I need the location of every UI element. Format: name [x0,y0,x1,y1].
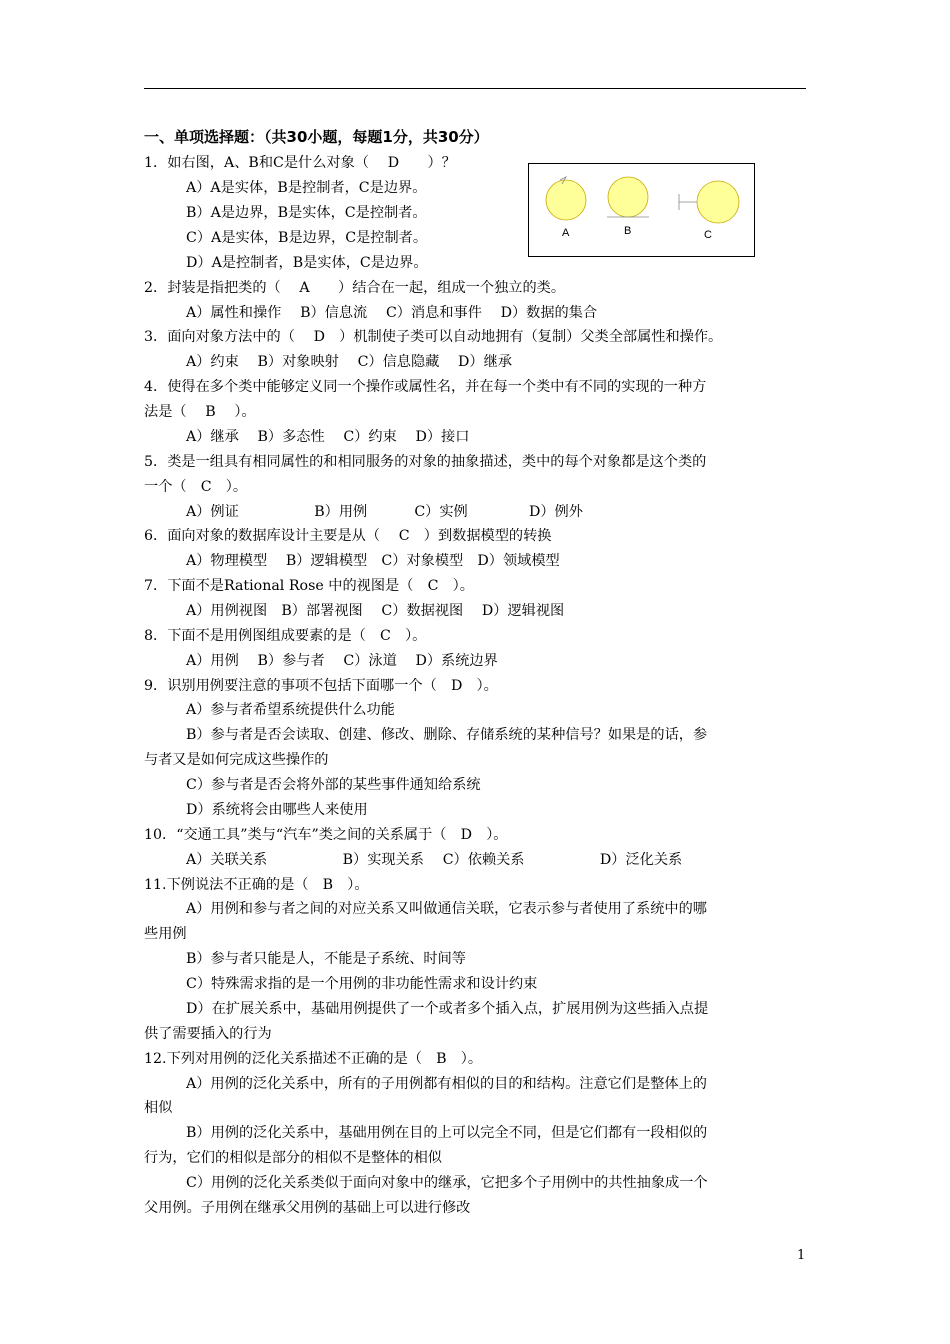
q12-option-a: A）用例的泛化关系中，所有的子用例都有相似的目的和结构。注意它们是整体上的 [186,1076,707,1092]
q11-option-b: B）参与者只能是人，不能是子系统、时间等 [186,951,466,967]
q12-option-b-cont: 行为，它们的相似是部分的相似不是整体的相似 [144,1150,442,1166]
q12-option-b: B）用例的泛化关系中，基础用例在目的上可以完全不同，但是它们都有一段相似的 [186,1125,708,1141]
question-3: 3．面向对象方法中的（ D ）机制使子类可以自动地拥有（复制）父类全部属性和操作。 [144,329,723,345]
q9-option-d: D）系统将会由哪些人来使用 [186,802,368,818]
q4-options: A）继承 B）多态性 C）约束 D）接口 [186,429,470,445]
q11-option-a-cont: 些用例 [144,926,187,942]
question-4: 4．使得在多个类中能够定义同一个操作或属性名，并在每一个类中有不同的实现的一种方 [144,379,707,395]
question-7: 7．下面不是Rational Rose 中的视图是（ C ）。 [144,578,474,594]
question-11: 11.下例说法不正确的是（ B ）。 [144,877,369,893]
q10-options: A）关联关系 B）实现关系 C）依赖关系 D）泛化关系 [186,852,683,868]
q1-option-b: B）A是边界，B是实体，C是控制者。 [186,205,427,221]
question-10: 10．“交通工具”类与“汽车”类之间的关系属于（ D ）。 [144,827,508,843]
control-object-icon [546,180,586,220]
q1-option-c: C）A是实体，B是边界，C是控制者。 [186,230,428,246]
q1-option-d: D）A是控制者，B是实体，C是边界。 [186,255,428,271]
q2-options: A）属性和操作 B）信息流 C）消息和事件 D）数据的集合 [186,305,598,321]
q1-option-a: A）A是实体，B是控制者，C是边界。 [186,180,427,196]
q12-option-c-cont: 父用例。子用例在继承父用例的基础上可以进行修改 [144,1200,471,1216]
question-1: 1．如右图，A、B和C是什么对象（ D ）？ [144,155,456,171]
q11-option-a: A）用例和参与者之间的对应关系又叫做通信关联，它表示参与者使用了系统中的哪 [186,901,707,917]
q3-options: A）约束 B）对象映射 C）信息隐藏 D）继承 [186,354,512,370]
q11-option-c: C）特殊需求指的是一个用例的非功能性需求和设计约束 [186,976,538,992]
q5-options: A）例证 B）用例 C）实例 D）例外 [186,504,583,520]
label-b: B [624,225,632,237]
question-5: 5．类是一组具有相同属性的和相同服务的对象的抽象描述，类中的每个对象都是这个类的 [144,454,707,470]
question-2: 2．封装是指把类的（ A ）结合在一起，组成一个独立的类。 [144,280,566,296]
q11-option-d: D）在扩展关系中，基础用例提供了一个或者多个插入点，扩展用例为这些插入点提 [186,1001,709,1017]
q9-option-b: B）参与者是否会读取、创建、修改、删除、存储系统的某种信号？如果是的话，参 [186,727,708,743]
page-number: 1 [797,1248,806,1263]
header-rule [144,88,806,89]
section-title: 一、单项选择题：（共30小题，每题1分，共30分） [144,128,489,146]
question-9: 9．识别用例要注意的事项不包括下面哪一个（ D ）。 [144,678,498,694]
question-12: 12.下列对用例的泛化关系描述不正确的是（ B ）。 [144,1051,483,1067]
question-4-cont: 法是（ B ）。 [144,404,256,420]
q12-option-a-cont: 相似 [144,1100,173,1116]
q6-options: A）物理模型 B）逻辑模型 C）对象模型 D）领域模型 [186,553,560,569]
q7-options: A）用例视图 B）部署视图 C）数据视图 D）逻辑视图 [186,603,565,619]
q9-option-c: C）参与者是否会将外部的某些事件通知给系统 [186,777,481,793]
q12-option-c: C）用例的泛化关系类似于面向对象中的继承，它把多个子用例中的共性抽象成一个 [186,1175,708,1191]
object-diagram [528,163,755,257]
q11-option-d-cont: 供了需要插入的行为 [144,1026,272,1042]
label-c: C [704,229,712,241]
question-6: 6．面向对象的数据库设计主要是从（ C ）到数据模型的转换 [144,528,552,544]
q9-option-a: A）参与者希望系统提供什么功能 [186,702,395,718]
question-8: 8．下面不是用例图组成要素的是（ C ）。 [144,628,427,644]
q8-options: A）用例 B）参与者 C）泳道 D）系统边界 [186,653,498,669]
boundary-object-icon [697,181,739,223]
entity-object-icon [608,177,648,217]
q9-option-b-cont: 与者又是如何完成这些操作的 [144,752,329,768]
question-5-cont: 一个（ C ）。 [144,479,248,495]
label-a: A [562,227,570,239]
